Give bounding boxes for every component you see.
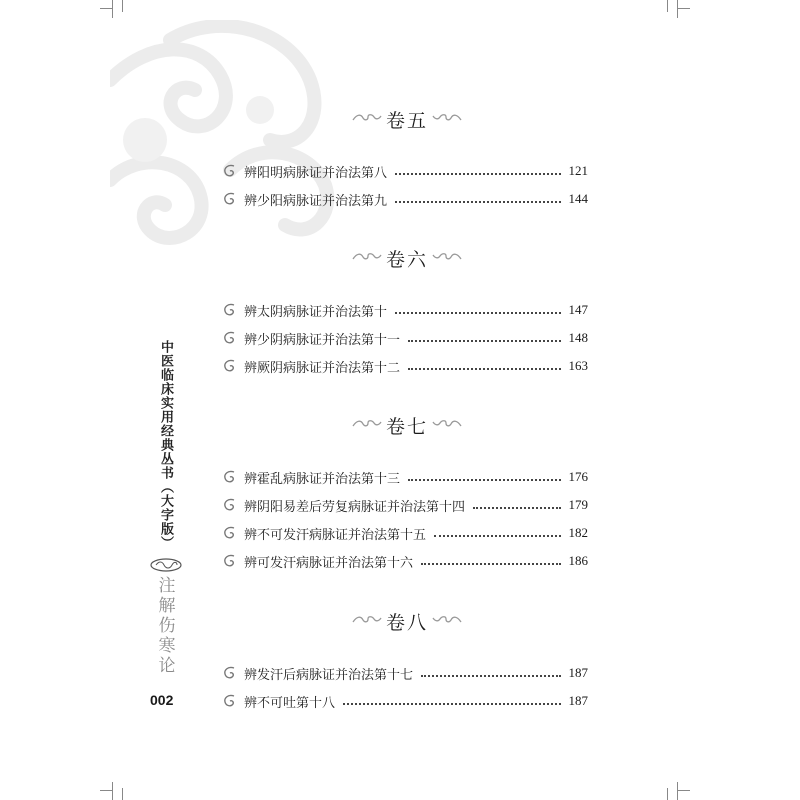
toc-title: 辨发汗后病脉证并治法第十七 — [244, 667, 414, 683]
leader-dots — [434, 535, 560, 537]
volume-label: 卷八 — [385, 612, 428, 634]
toc-entry[interactable] — [222, 356, 588, 376]
crop-mark — [100, 790, 112, 791]
crop-mark — [112, 782, 113, 800]
crop-mark — [678, 790, 690, 791]
toc-entry[interactable] — [222, 189, 588, 209]
scroll-bullet-icon — [222, 469, 238, 485]
scroll-bullet-icon — [222, 497, 238, 513]
crop-mark — [122, 0, 123, 12]
cloud-ornament-icon — [432, 251, 462, 261]
scroll-bullet-icon — [222, 163, 238, 179]
toc-title: 辨厥阴病脉证并治法第十二 — [244, 360, 401, 376]
crop-mark — [678, 8, 690, 9]
cloud-ornament-icon — [352, 251, 382, 261]
toc-page: 182 — [568, 525, 588, 540]
toc-title: 辨霍乱病脉证并治法第十三 — [244, 471, 401, 487]
scroll-bullet-icon — [222, 191, 238, 207]
book-title: 注解伤寒论 — [154, 576, 175, 676]
volume-heading — [352, 608, 462, 635]
toc-title: 辨少阳病脉证并治法第九 — [244, 193, 388, 209]
scroll-bullet-icon — [222, 665, 238, 681]
toc-entry[interactable] — [222, 663, 588, 683]
cloud-ornament-icon — [352, 418, 382, 428]
leader-dots — [408, 368, 560, 370]
toc-entry[interactable] — [222, 300, 588, 320]
leader-dots — [421, 675, 560, 677]
page-number: 002 — [150, 692, 174, 708]
volume-heading — [352, 106, 462, 133]
leader-dots — [395, 201, 560, 203]
volume-label: 卷七 — [385, 416, 428, 438]
volume-label: 卷五 — [385, 110, 428, 132]
toc-entry[interactable] — [222, 467, 588, 487]
toc-title: 辨不可吐第十八 — [244, 695, 336, 711]
crop-mark — [667, 788, 668, 800]
toc-page: 187 — [568, 693, 588, 708]
toc-entry[interactable] — [222, 161, 588, 181]
scroll-ornament-icon — [150, 558, 182, 572]
toc-page: 186 — [568, 553, 588, 568]
cloud-ornament-icon — [352, 112, 382, 122]
cloud-ornament-icon — [352, 614, 382, 624]
leader-dots — [408, 479, 560, 481]
toc-title: 辨可发汗病脉证并治法第十六 — [244, 555, 414, 571]
leader-dots — [343, 703, 560, 705]
toc-title: 辨少阴病脉证并治法第十一 — [244, 332, 401, 348]
volume-heading — [352, 245, 462, 272]
volume-label: 卷六 — [385, 249, 428, 271]
scroll-bullet-icon — [222, 358, 238, 374]
scroll-bullet-icon — [222, 553, 238, 569]
cloud-pattern-icon — [110, 20, 340, 260]
leader-dots — [473, 507, 560, 509]
series-title: 中医临床实用经典丛书（大字版） — [158, 340, 173, 550]
leader-dots — [395, 173, 560, 175]
toc-title: 辨太阴病脉证并治法第十 — [244, 304, 388, 320]
crop-mark — [677, 0, 678, 18]
toc-page: 179 — [568, 497, 588, 512]
toc-entry[interactable] — [222, 523, 588, 543]
toc-title: 辨阴阳易差后劳复病脉证并治法第十四 — [244, 499, 466, 515]
scroll-bullet-icon — [222, 525, 238, 541]
crop-mark — [112, 0, 113, 18]
toc-page: 144 — [568, 191, 588, 206]
crop-mark — [677, 782, 678, 800]
scroll-bullet-icon — [222, 302, 238, 318]
cloud-ornament-icon — [432, 112, 462, 122]
crop-mark — [100, 8, 112, 9]
sidebar — [150, 340, 180, 676]
scroll-bullet-icon — [222, 330, 238, 346]
toc-title: 辨不可发汗病脉证并治法第十五 — [244, 527, 427, 543]
toc-page: 121 — [568, 163, 588, 178]
cloud-ornament-icon — [432, 418, 462, 428]
cloud-ornament-icon — [432, 614, 462, 624]
scroll-bullet-icon — [222, 693, 238, 709]
toc-page: 176 — [568, 469, 588, 484]
crop-mark — [667, 0, 668, 12]
toc-entry[interactable] — [222, 328, 588, 348]
toc-entry[interactable] — [222, 495, 588, 515]
leader-dots — [421, 563, 560, 565]
toc-page: 163 — [568, 358, 588, 373]
toc-page: 148 — [568, 330, 588, 345]
volume-heading — [352, 412, 462, 439]
leader-dots — [395, 312, 560, 314]
leader-dots — [408, 340, 560, 342]
crop-mark — [122, 788, 123, 800]
toc-entry[interactable] — [222, 691, 588, 711]
toc-page: 187 — [568, 665, 588, 680]
toc-page: 147 — [568, 302, 588, 317]
toc-title: 辨阳明病脉证并治法第八 — [244, 165, 388, 181]
toc-entry[interactable] — [222, 551, 588, 571]
